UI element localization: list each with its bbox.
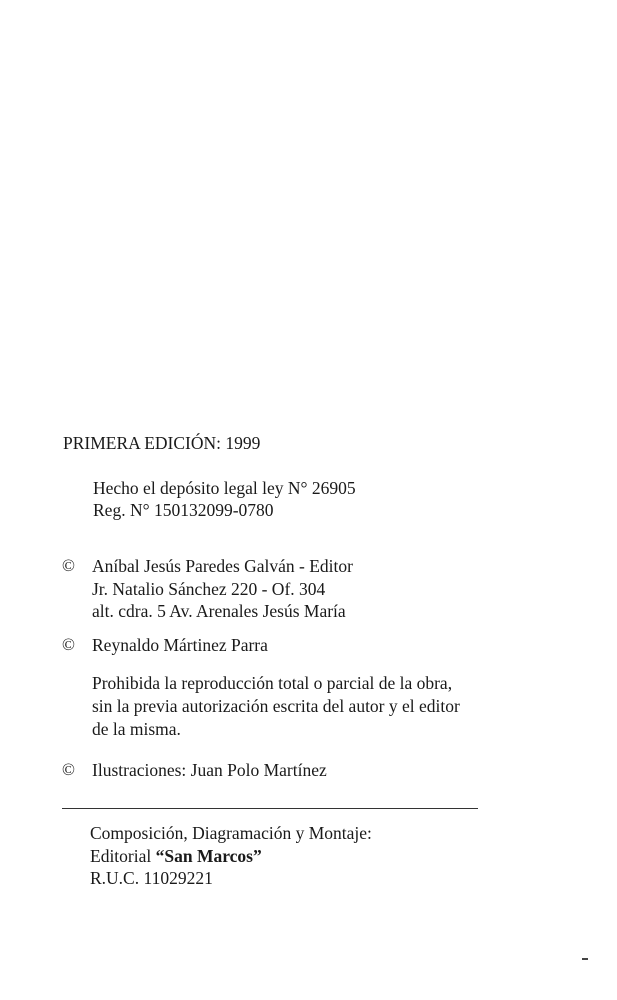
production-credit-line: Composición, Diagramación y Montaje: <box>90 823 372 843</box>
copyright-icon: © <box>62 556 75 575</box>
author-name-line: Reynaldo Mártinez Parra <box>92 635 268 655</box>
tax-id-line: R.U.C. 11029221 <box>90 868 213 888</box>
copyright-icon: © <box>62 760 75 779</box>
publisher-name: “San Marcos” <box>155 846 262 866</box>
reproduction-notice-line-2: sin la previa autorización escrita del autor y el editor <box>92 696 460 716</box>
legal-deposit-line: Hecho el depósito legal ley N° 26905 <box>93 478 356 498</box>
publisher-line <box>90 845 262 867</box>
divider-rule <box>62 808 478 809</box>
editor-address-line: Jr. Natalio Sánchez 220 - Of. 304 <box>92 579 326 599</box>
registration-line: Reg. N° 150132099-0780 <box>93 500 274 520</box>
scan-speck <box>582 958 588 960</box>
reproduction-notice-line: Prohibida la reproducción total o parcial de la obra, <box>92 673 453 693</box>
publisher-prefix: Editorial <box>90 846 156 866</box>
reproduction-notice-line-3: de la misma. <box>92 719 181 739</box>
editor-name-line: Aníbal Jesús Paredes Galván - Editor <box>92 556 353 576</box>
copyright-icon: © <box>62 635 75 654</box>
illustrations-line: Ilustraciones: Juan Polo Martínez <box>92 760 327 780</box>
edition-line: PRIMERA EDICIÓN: 1999 <box>63 433 261 453</box>
editor-address-line-2: alt. cdra. 5 Av. Arenales Jesús María <box>92 601 346 621</box>
